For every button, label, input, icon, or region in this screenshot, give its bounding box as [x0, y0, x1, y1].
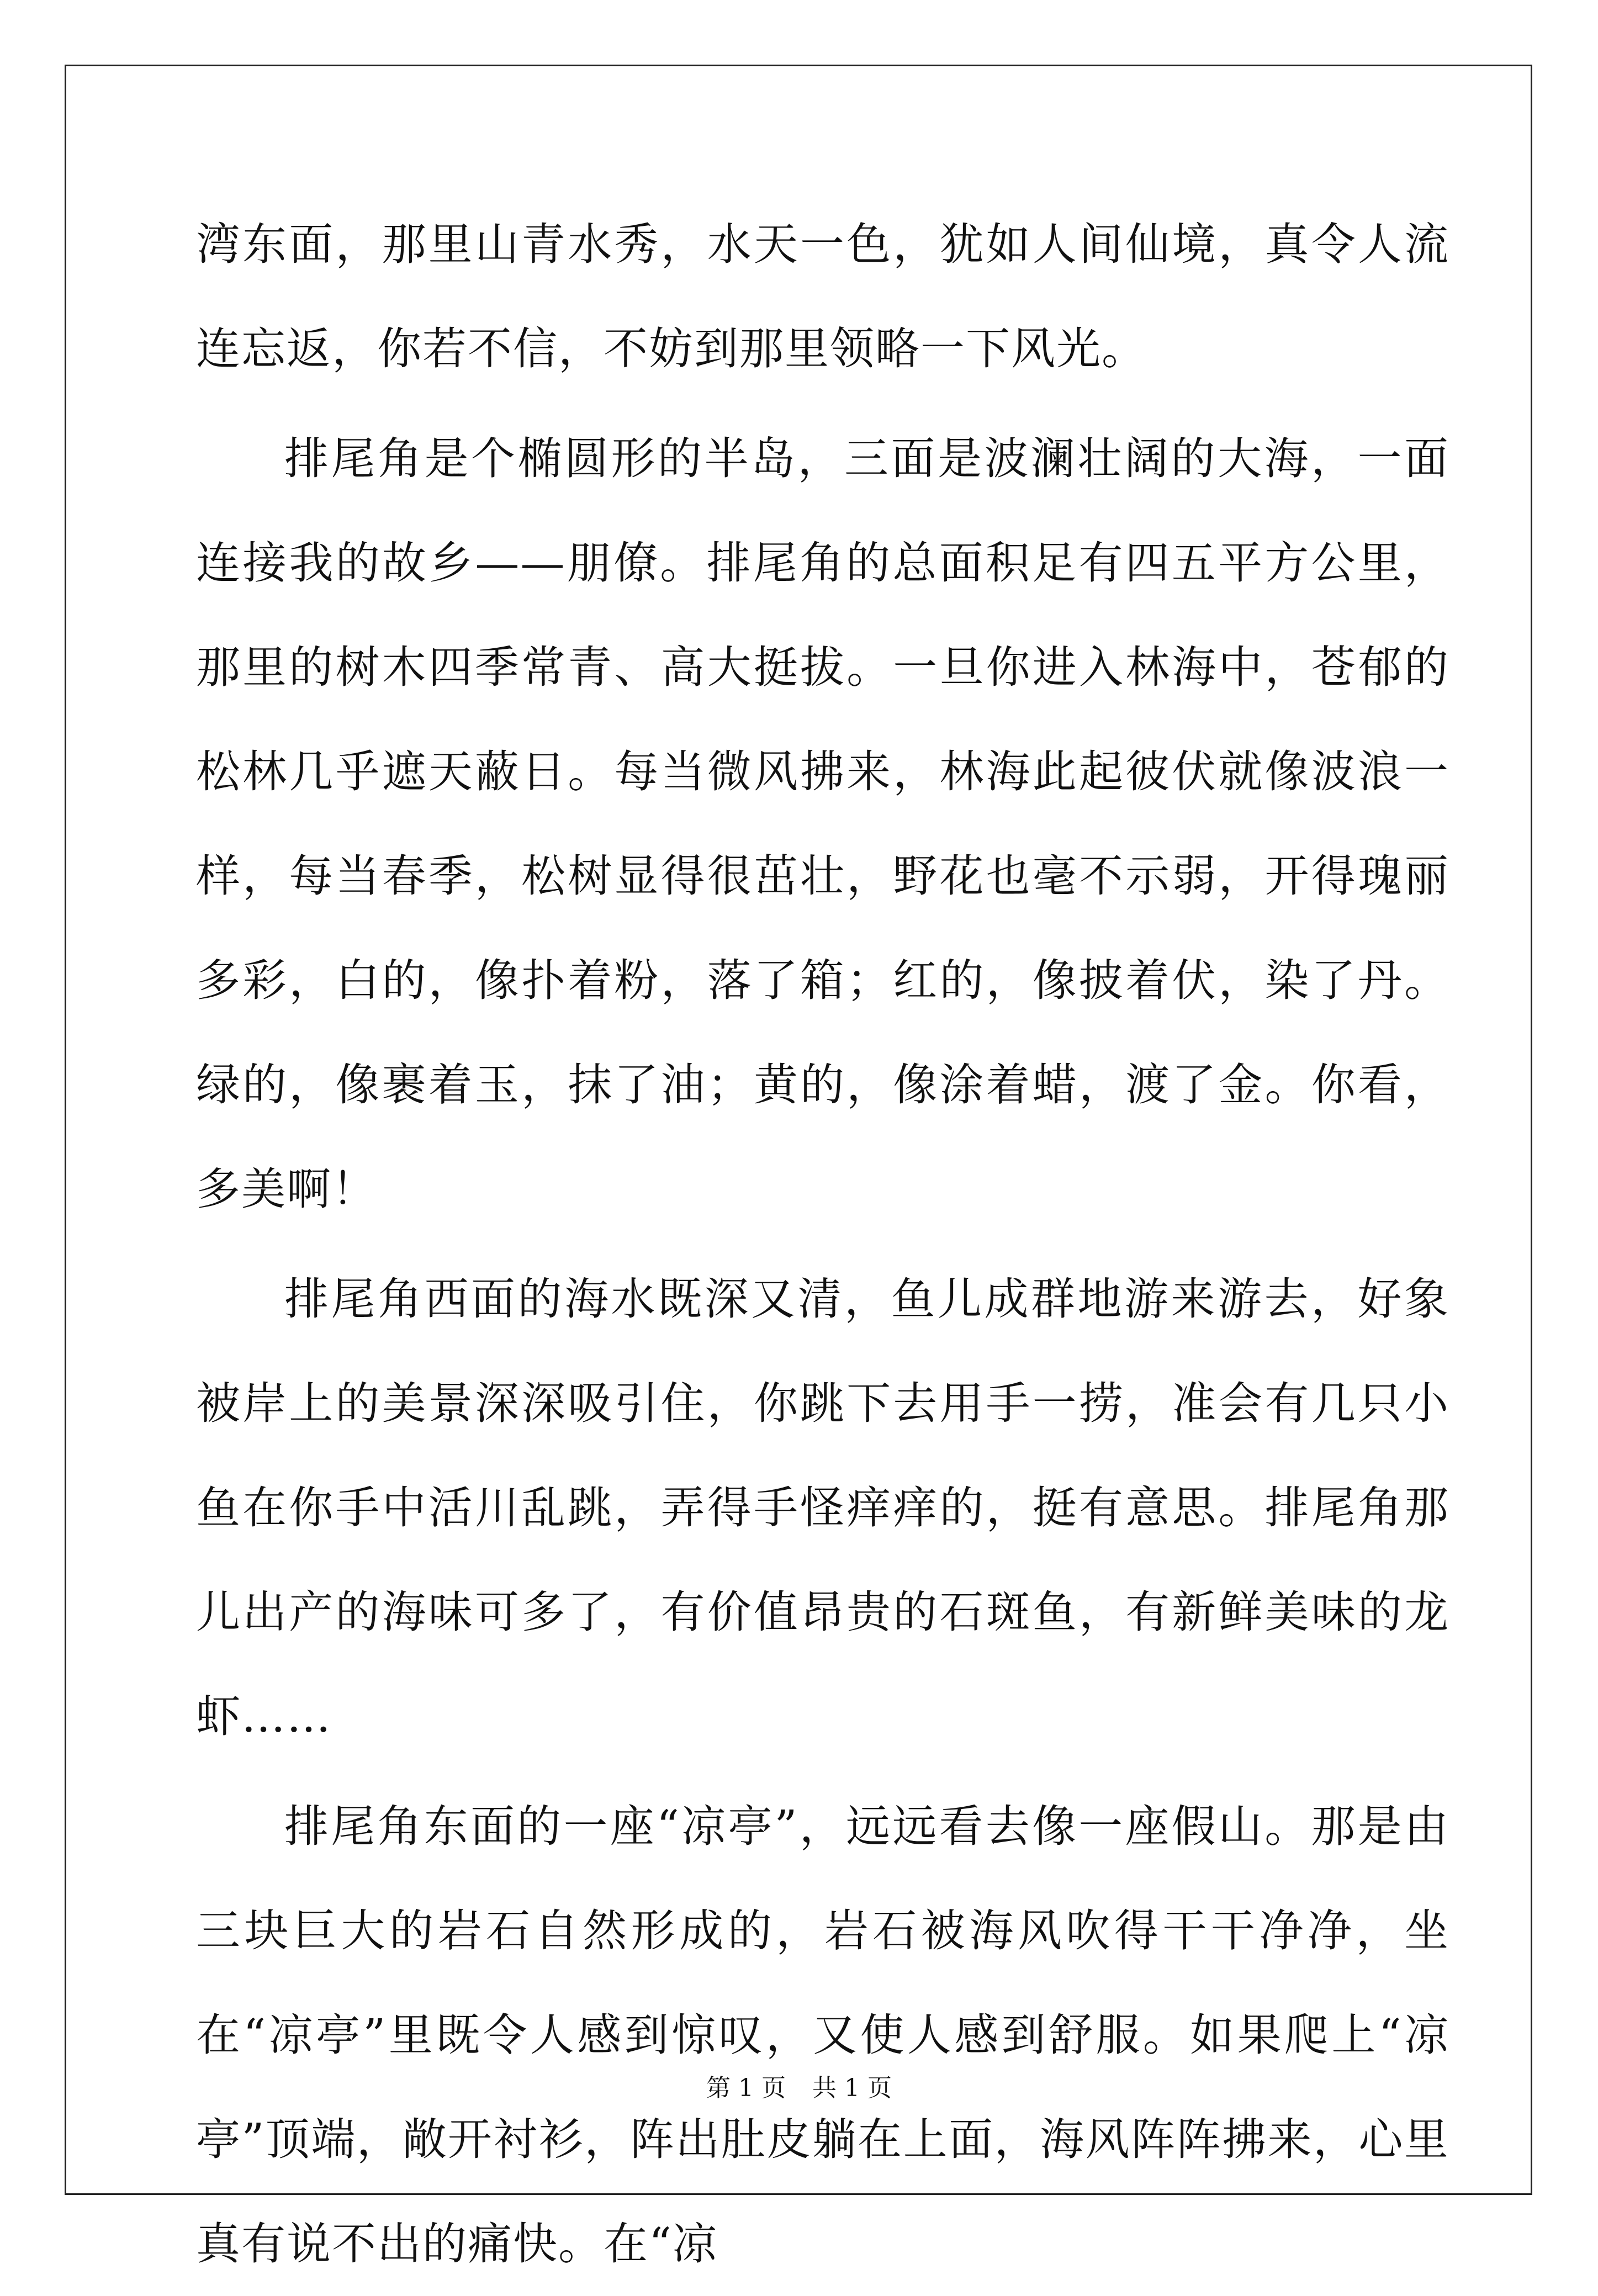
page-number: 第 1 页 — [706, 2074, 786, 2102]
page-total: 共 1 页 — [812, 2074, 892, 2102]
page-footer — [0, 2072, 1598, 2105]
paragraph-3: 排尾角西面的海水既深又清，鱼儿成群地游来游去，好象被岸上的美景深深吸引住，你跳下去用手一捞，准会有几只小鱼在你手中活川乱跳，弄得手怪痒痒的，挺有意思。排尾角那儿出产的海味可多了，有价值昂贵的石斑鱼，有新鲜美味的龙虾…… — [196, 1273, 1449, 1742]
paragraph-1: 湾东面，那里山青水秀，水天一色，犹如人间仙境，真令人流连忘返，你若不信，不妨到那里领略一下风光。 — [196, 219, 1449, 374]
paragraph-4: 排尾角东面的一座“凉亭”，远远看去像一座假山。那是由三块巨大的岩石自然形成的，岩石被海风吹得干干净净，坐在“凉亭”里既令人感到惊叹，又使人感到舒服。如果爬上“凉亭”顶端，敞开衬衫，阵出肚皮躺在上面，海风阵阵拂来，心里真有说不出的痛快。在“凉 — [196, 1801, 1449, 2269]
document-body — [196, 192, 1449, 2296]
paragraph-2: 排尾角是个椭圆形的半岛，三面是波澜壮阔的大海，一面连接我的故乡——朋僚。排尾角的总面积足有四五平方公里，那里的树木四季常青、高大挺拔。一旦你进入林海中，苍郁的松林几乎遮天蔽日。每当微风拂来，林海此起彼伏就像波浪一样，每当春季，松树显得很茁壮，野花也毫不示弱，开得瑰丽多彩，白的，像扑着粉，落了箱；红的，像披着伏，染了丹。绿的，像裹着玉，抹了油；黄的，像涂着蜡，渡了金。你看，多美啊！ — [196, 433, 1449, 1215]
